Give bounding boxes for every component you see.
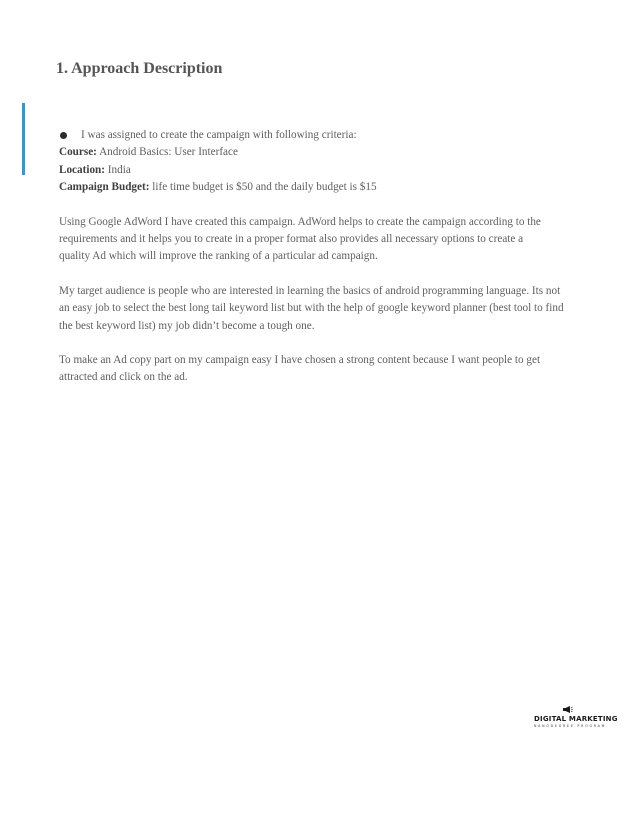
paragraph-line: the best keyword list) my job didn’t become a tough one. [59,319,315,332]
paragraph-line: quality Ad which will improve the ranking of a particular ad campaign. [59,250,378,263]
paragraph-adcopy [59,352,589,387]
criteria-label: Course: [59,146,97,159]
digital-marketing-logo [534,706,618,728]
paragraph-line: Using Google AdWord I have created this campaign. AdWord helps to create the campaign according to the [59,215,541,228]
megaphone-icon [563,706,573,713]
logo-sub-text: NANODEGREE PROGRAM [534,724,607,728]
paragraph-adword [59,214,589,266]
criteria-value: India [105,163,131,176]
bullet-dot-icon [60,132,67,139]
logo-main-text: DIGITAL MARKETING [534,715,618,723]
paragraph-audience [59,283,589,335]
section-heading: 1. Approach Description [56,60,223,77]
paragraph-line: My target audience is people who are interested in learning the basics of android programming language. Its not [59,284,561,297]
criteria-location [59,162,589,179]
criteria-value: life time budget is $50 and the daily budget is $15 [149,181,377,194]
criteria-budget [59,179,589,196]
criteria-label: Location: [59,163,105,176]
paragraph-line: To make an Ad copy part on my campaign easy I have chosen a strong content because I want people to get [59,354,541,367]
accent-bar [22,103,25,175]
bullet-text: I was assigned to create the campaign with following criteria: [81,129,357,141]
bullet-item [59,127,589,144]
criteria-value: Android Basics: User Interface [96,146,238,159]
paragraph-line: attracted and click on the ad. [59,371,188,384]
document-body [59,127,589,387]
criteria-course [59,144,589,161]
paragraph-line: an easy job to select the best long tail keyword list but with the help of google keyword planner (best tool to find [59,302,564,315]
criteria-label: Campaign Budget: [59,181,150,194]
paragraph-line: requirements and it helps you to create in a proper format also provides all necessary options to create a [59,233,524,246]
